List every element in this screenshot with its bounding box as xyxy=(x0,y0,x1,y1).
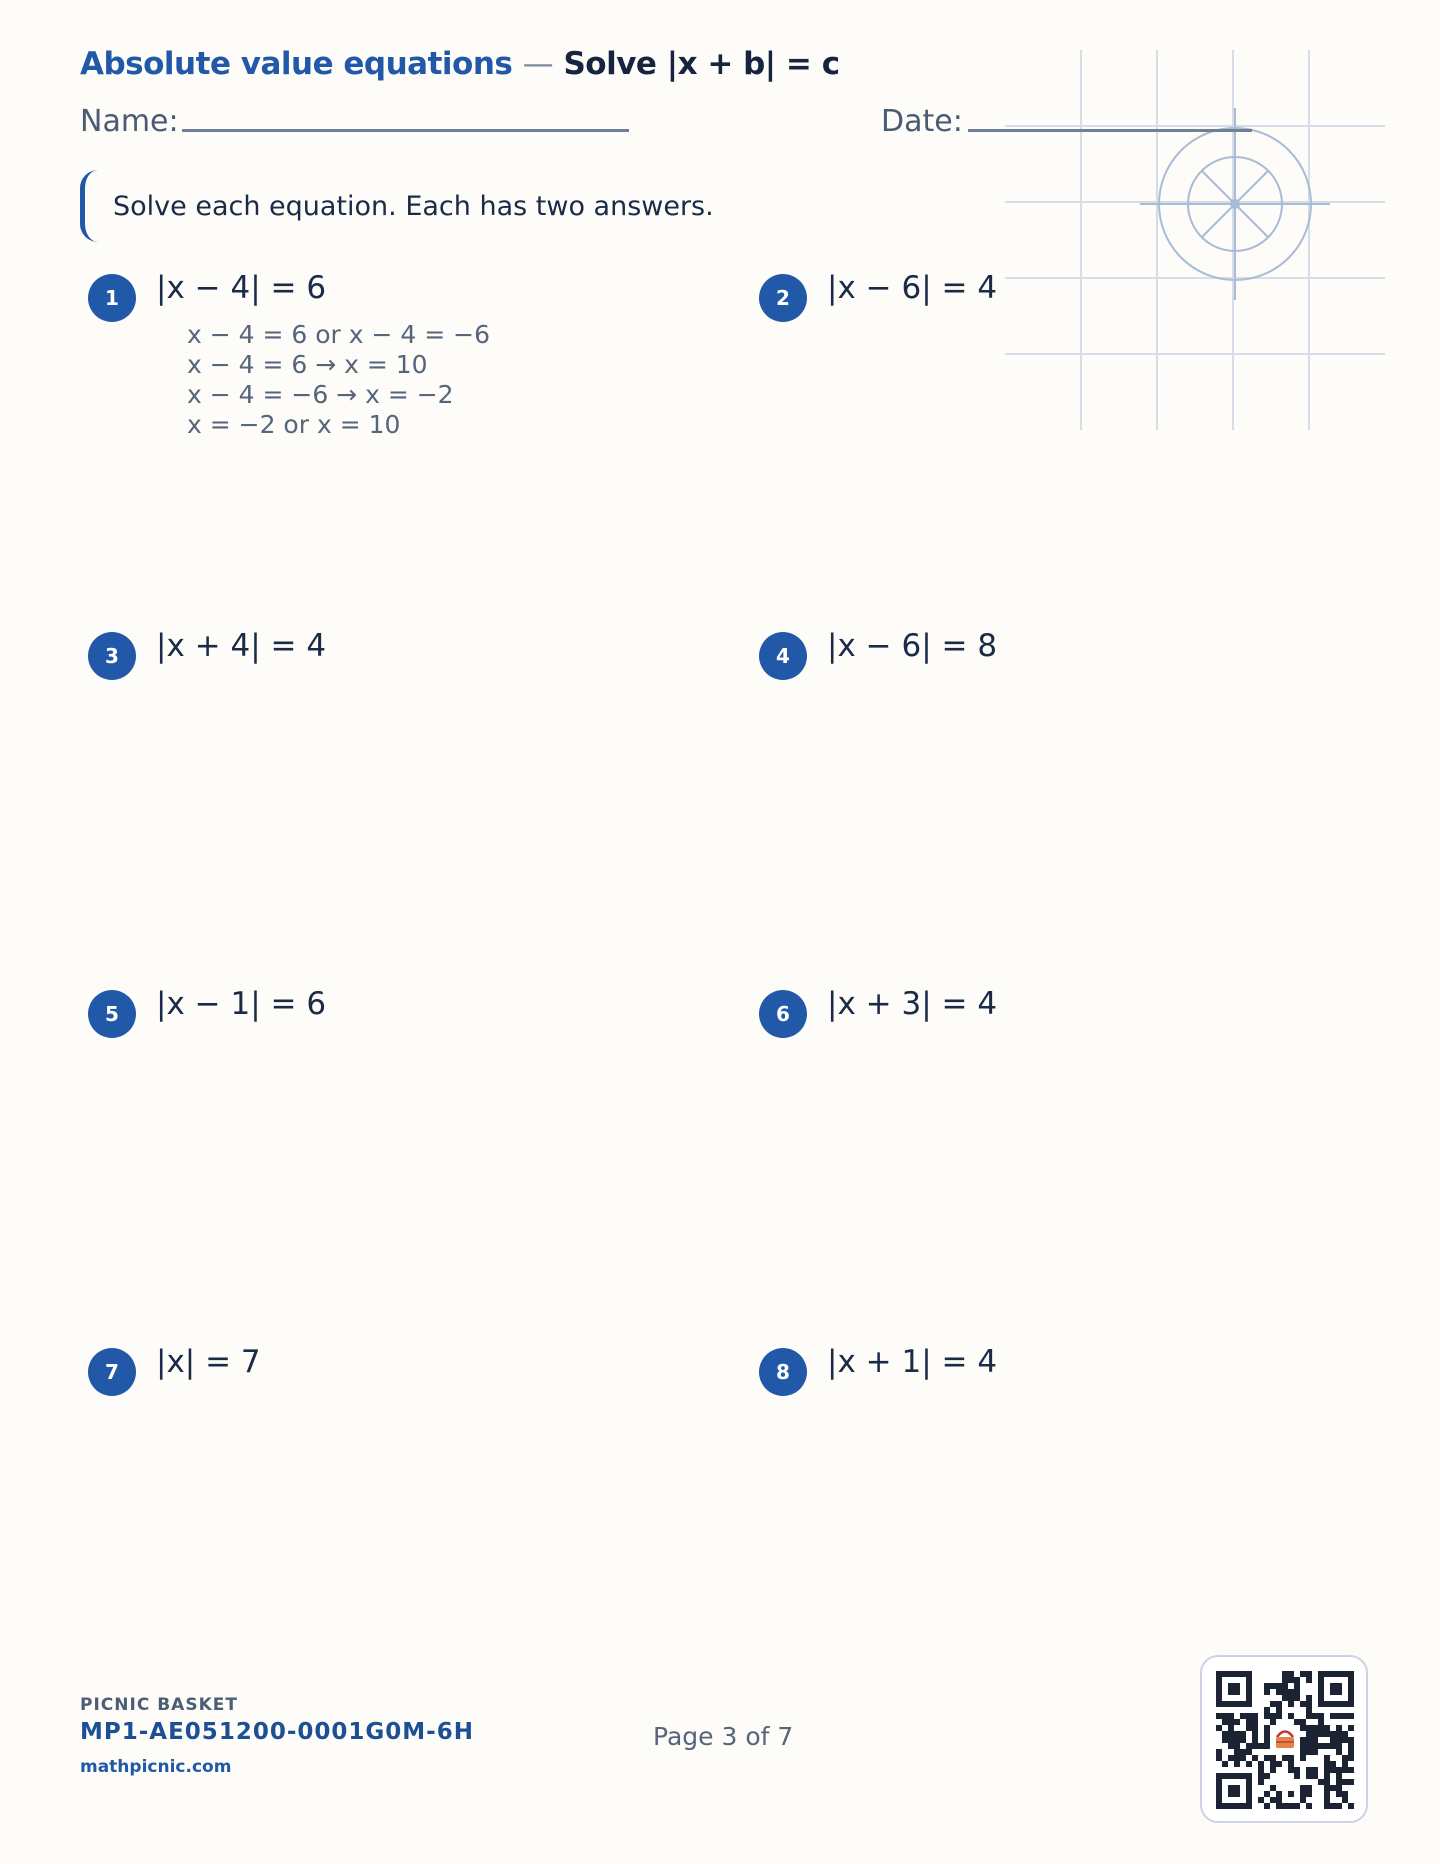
problem-number-badge: 1 xyxy=(88,274,136,322)
problem-number-badge: 5 xyxy=(88,990,136,1038)
name-input-line[interactable] xyxy=(182,129,629,132)
qr-code-icon xyxy=(1216,1671,1354,1809)
site-link[interactable]: mathpicnic.com xyxy=(80,1757,232,1777)
problem-equation: |x − 6| = 8 xyxy=(827,628,998,664)
problem-equation: |x + 4| = 4 xyxy=(156,628,327,664)
qr-code[interactable] xyxy=(1200,1655,1368,1823)
date-label: Date: xyxy=(881,104,963,139)
problem-number-badge: 8 xyxy=(759,1348,807,1396)
solution-step: x − 4 = 6 → x = 10 xyxy=(187,350,428,379)
problem-number-badge: 6 xyxy=(759,990,807,1038)
problem-number-badge: 3 xyxy=(88,632,136,680)
problem-equation: |x − 4| = 6 xyxy=(156,270,327,306)
problem-equation: |x − 1| = 6 xyxy=(156,986,327,1022)
problem-equation: |x − 6| = 4 xyxy=(827,270,998,306)
problem-number-badge: 2 xyxy=(759,274,807,322)
title-topic: Absolute value equations xyxy=(80,46,513,82)
worksheet-title xyxy=(80,46,840,82)
problem-number-badge: 4 xyxy=(759,632,807,680)
date-input-line[interactable] xyxy=(968,129,1252,132)
worked-solution xyxy=(187,320,490,440)
solution-step: x − 4 = 6 or x − 4 = −6 xyxy=(187,320,490,349)
page-number: Page 3 of 7 xyxy=(653,1722,794,1751)
solution-step: x = −2 or x = 10 xyxy=(187,410,401,439)
picnic-basket-icon xyxy=(1272,1727,1298,1753)
problem-equation: |x + 3| = 4 xyxy=(827,986,998,1022)
instruction-text: Solve each equation. Each has two answers. xyxy=(113,190,714,222)
instruction-box xyxy=(80,170,720,242)
name-label: Name: xyxy=(80,104,179,139)
worksheet-code: MP1-AE051200-0001G0M-6H xyxy=(80,1719,474,1745)
problem-number-badge: 7 xyxy=(88,1348,136,1396)
footer-brand: PICNIC BASKET xyxy=(80,1695,238,1715)
grid-target-icon xyxy=(1005,50,1390,435)
title-separator: — xyxy=(522,46,554,82)
problem-equation: |x + 1| = 4 xyxy=(827,1344,998,1380)
problem-equation: |x| = 7 xyxy=(156,1344,261,1380)
title-subtitle: Solve |x + b| = c xyxy=(563,46,840,82)
solution-step: x − 4 = −6 → x = −2 xyxy=(187,380,454,409)
